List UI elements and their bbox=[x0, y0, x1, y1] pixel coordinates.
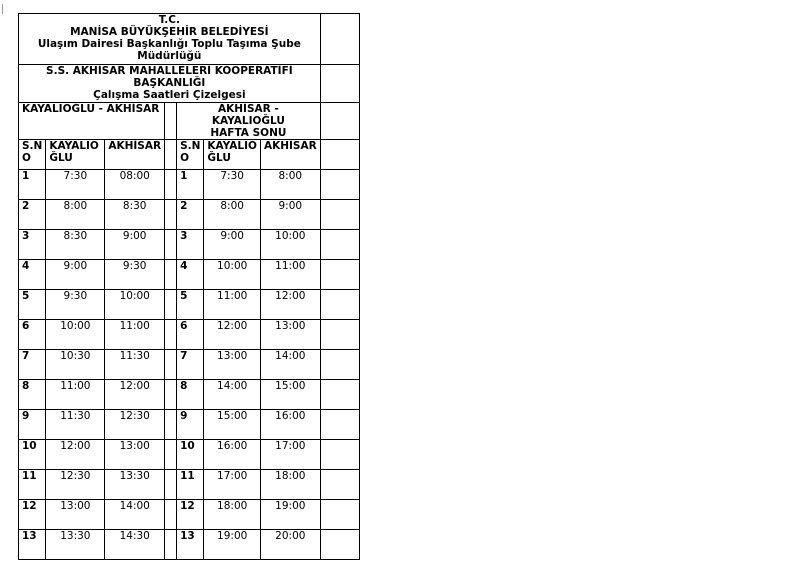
divider-cell bbox=[165, 320, 177, 350]
right-row-no: 7 bbox=[177, 350, 204, 380]
col-header-text: O bbox=[180, 152, 190, 164]
right-row-from: 12:00 bbox=[204, 320, 261, 350]
blank-cell bbox=[320, 65, 359, 103]
blank-cell bbox=[320, 200, 359, 230]
left-row-from: 10:30 bbox=[46, 350, 105, 380]
right-row-from: 17:00 bbox=[204, 470, 261, 500]
right-row-no: 8 bbox=[177, 380, 204, 410]
divider-cell bbox=[165, 230, 177, 260]
table-row bbox=[19, 320, 360, 350]
right-row-from: 13:00 bbox=[204, 350, 261, 380]
left-row-no: 9 bbox=[19, 410, 46, 440]
right-row-no: 5 bbox=[177, 290, 204, 320]
right-row-no: 9 bbox=[177, 410, 204, 440]
divider-cell bbox=[165, 440, 177, 470]
blank-cell bbox=[320, 350, 359, 380]
col-header-from-right bbox=[204, 140, 261, 170]
left-row-no: 11 bbox=[19, 470, 46, 500]
right-title-line-1: AKHİSAR - KAYALIOĞLU bbox=[211, 103, 285, 127]
col-header-to-left: AKHİSAR bbox=[105, 140, 165, 170]
left-row-to: 13:30 bbox=[105, 470, 165, 500]
left-row-from: 13:00 bbox=[46, 500, 105, 530]
right-row-no: 13 bbox=[177, 530, 204, 560]
table-row bbox=[19, 380, 360, 410]
table-row bbox=[19, 500, 360, 530]
right-row-to: 13:00 bbox=[260, 320, 320, 350]
right-row-to: 10:00 bbox=[260, 230, 320, 260]
blank-cell bbox=[320, 500, 359, 530]
right-row-from: 19:00 bbox=[204, 530, 261, 560]
left-row-to: 08:00 bbox=[105, 170, 165, 200]
right-row-no: 10 bbox=[177, 440, 204, 470]
right-row-from: 11:00 bbox=[204, 290, 261, 320]
blank-cell bbox=[320, 470, 359, 500]
table-row bbox=[19, 410, 360, 440]
blank-cell bbox=[320, 103, 359, 140]
right-row-no: 1 bbox=[177, 170, 204, 200]
right-row-from: 8:00 bbox=[204, 200, 261, 230]
right-row-no: 4 bbox=[177, 260, 204, 290]
divider-cell bbox=[165, 500, 177, 530]
right-row-from: 9:00 bbox=[204, 230, 261, 260]
table-row bbox=[19, 530, 360, 560]
left-row-no: 8 bbox=[19, 380, 46, 410]
right-row-from: 18:00 bbox=[204, 500, 261, 530]
left-row-from: 12:30 bbox=[46, 470, 105, 500]
table-row bbox=[19, 290, 360, 320]
left-row-no: 3 bbox=[19, 230, 46, 260]
col-header-to-right: AKHİSAR bbox=[260, 140, 320, 170]
header-cell bbox=[19, 14, 321, 65]
blank-cell bbox=[320, 14, 359, 65]
left-row-to: 9:30 bbox=[105, 260, 165, 290]
left-row-from: 11:00 bbox=[46, 380, 105, 410]
header-line-1: T.C. bbox=[158, 14, 180, 26]
blank-cell bbox=[320, 380, 359, 410]
table-row bbox=[19, 260, 360, 290]
blank-cell bbox=[320, 230, 359, 260]
divider-cell bbox=[165, 470, 177, 500]
left-row-no: 4 bbox=[19, 260, 46, 290]
left-section-title: KAYALIOĞLU - AKHİSAR bbox=[19, 103, 165, 140]
left-row-from: 9:30 bbox=[46, 290, 105, 320]
left-row-to: 12:30 bbox=[105, 410, 165, 440]
left-row-no: 5 bbox=[19, 290, 46, 320]
right-row-to: 19:00 bbox=[260, 500, 320, 530]
left-row-to: 11:30 bbox=[105, 350, 165, 380]
right-row-no: 2 bbox=[177, 200, 204, 230]
col-header-no-right bbox=[177, 140, 204, 170]
divider-cell bbox=[165, 290, 177, 320]
subheader-line-3: Çalışma Saatleri Çizelgesi bbox=[93, 89, 246, 101]
left-row-from: 12:00 bbox=[46, 440, 105, 470]
right-row-no: 3 bbox=[177, 230, 204, 260]
col-header-text: S.N bbox=[180, 140, 201, 152]
divider-cell bbox=[165, 410, 177, 440]
col-header-text: S.N bbox=[22, 140, 43, 152]
right-row-to: 17:00 bbox=[260, 440, 320, 470]
blank-cell bbox=[320, 260, 359, 290]
right-row-no: 11 bbox=[177, 470, 204, 500]
left-row-from: 7:30 bbox=[46, 170, 105, 200]
table-row bbox=[19, 170, 360, 200]
left-row-to: 10:00 bbox=[105, 290, 165, 320]
blank-cell bbox=[320, 170, 359, 200]
left-row-from: 8:00 bbox=[46, 200, 105, 230]
left-row-from: 9:00 bbox=[46, 260, 105, 290]
blank-cell bbox=[320, 440, 359, 470]
divider-cell bbox=[165, 200, 177, 230]
right-row-from: 16:00 bbox=[204, 440, 261, 470]
subheader-cell bbox=[19, 65, 321, 103]
col-header-from-left bbox=[46, 140, 105, 170]
divider-cell bbox=[165, 103, 177, 140]
right-row-from: 15:00 bbox=[204, 410, 261, 440]
right-row-to: 8:00 bbox=[260, 170, 320, 200]
left-row-no: 1 bbox=[19, 170, 46, 200]
left-row-no: 10 bbox=[19, 440, 46, 470]
header-line-2: MANİSA BÜYÜKŞEHİR BELEDİYESİ bbox=[70, 26, 269, 38]
col-header-text: KAYALIO bbox=[207, 140, 257, 152]
table-row bbox=[19, 440, 360, 470]
left-row-to: 13:00 bbox=[105, 440, 165, 470]
blank-cell bbox=[320, 410, 359, 440]
left-row-from: 8:30 bbox=[46, 230, 105, 260]
divider-cell bbox=[165, 140, 177, 170]
left-row-no: 6 bbox=[19, 320, 46, 350]
col-header-text: ĞLU bbox=[49, 152, 73, 164]
table-row bbox=[19, 200, 360, 230]
col-header-no-left bbox=[19, 140, 46, 170]
right-row-to: 12:00 bbox=[260, 290, 320, 320]
col-header-text: ĞLU bbox=[207, 152, 231, 164]
right-row-to: 20:00 bbox=[260, 530, 320, 560]
blank-cell bbox=[320, 140, 359, 170]
left-row-to: 14:30 bbox=[105, 530, 165, 560]
blank-cell bbox=[320, 530, 359, 560]
right-row-no: 12 bbox=[177, 500, 204, 530]
left-row-to: 11:00 bbox=[105, 320, 165, 350]
left-row-no: 2 bbox=[19, 200, 46, 230]
col-header-text: KAYALIO bbox=[49, 140, 99, 152]
right-row-to: 18:00 bbox=[260, 470, 320, 500]
table-row bbox=[19, 350, 360, 380]
left-row-no: 7 bbox=[19, 350, 46, 380]
left-row-to: 8:30 bbox=[105, 200, 165, 230]
left-row-no: 13 bbox=[19, 530, 46, 560]
divider-cell bbox=[165, 350, 177, 380]
divider-cell bbox=[165, 380, 177, 410]
left-row-to: 12:00 bbox=[105, 380, 165, 410]
left-row-from: 13:30 bbox=[46, 530, 105, 560]
header-line-4: Müdürlüğü bbox=[137, 50, 202, 62]
right-row-from: 14:00 bbox=[204, 380, 261, 410]
right-row-to: 14:00 bbox=[260, 350, 320, 380]
col-header-text: O bbox=[22, 152, 31, 164]
right-title-line-2: HAFTA SONU bbox=[210, 127, 287, 139]
schedule-table bbox=[18, 13, 360, 560]
right-section-title bbox=[177, 103, 321, 140]
table-row bbox=[19, 470, 360, 500]
divider-cell bbox=[165, 530, 177, 560]
subheader-line-2: BAŞKANLIĞI bbox=[133, 77, 206, 89]
right-row-no: 6 bbox=[177, 320, 204, 350]
divider-cell bbox=[165, 170, 177, 200]
left-row-no: 12 bbox=[19, 500, 46, 530]
header-line-3: Ulaşım Dairesi Başkanlığı Toplu Taşıma Şube bbox=[37, 38, 301, 50]
right-row-to: 16:00 bbox=[260, 410, 320, 440]
left-row-from: 11:30 bbox=[46, 410, 105, 440]
right-row-to: 11:00 bbox=[260, 260, 320, 290]
right-row-to: 9:00 bbox=[260, 200, 320, 230]
right-row-from: 7:30 bbox=[204, 170, 261, 200]
right-row-from: 10:00 bbox=[204, 260, 261, 290]
table-row bbox=[19, 230, 360, 260]
left-row-to: 9:00 bbox=[105, 230, 165, 260]
left-row-to: 14:00 bbox=[105, 500, 165, 530]
cursor-mark bbox=[2, 4, 4, 14]
subheader-line-1: S.S. AKHİSAR MAHALLELERİ KOOPERATİFİ bbox=[46, 65, 293, 77]
left-row-from: 10:00 bbox=[46, 320, 105, 350]
right-row-to: 15:00 bbox=[260, 380, 320, 410]
divider-cell bbox=[165, 260, 177, 290]
blank-cell bbox=[320, 290, 359, 320]
blank-cell bbox=[320, 320, 359, 350]
